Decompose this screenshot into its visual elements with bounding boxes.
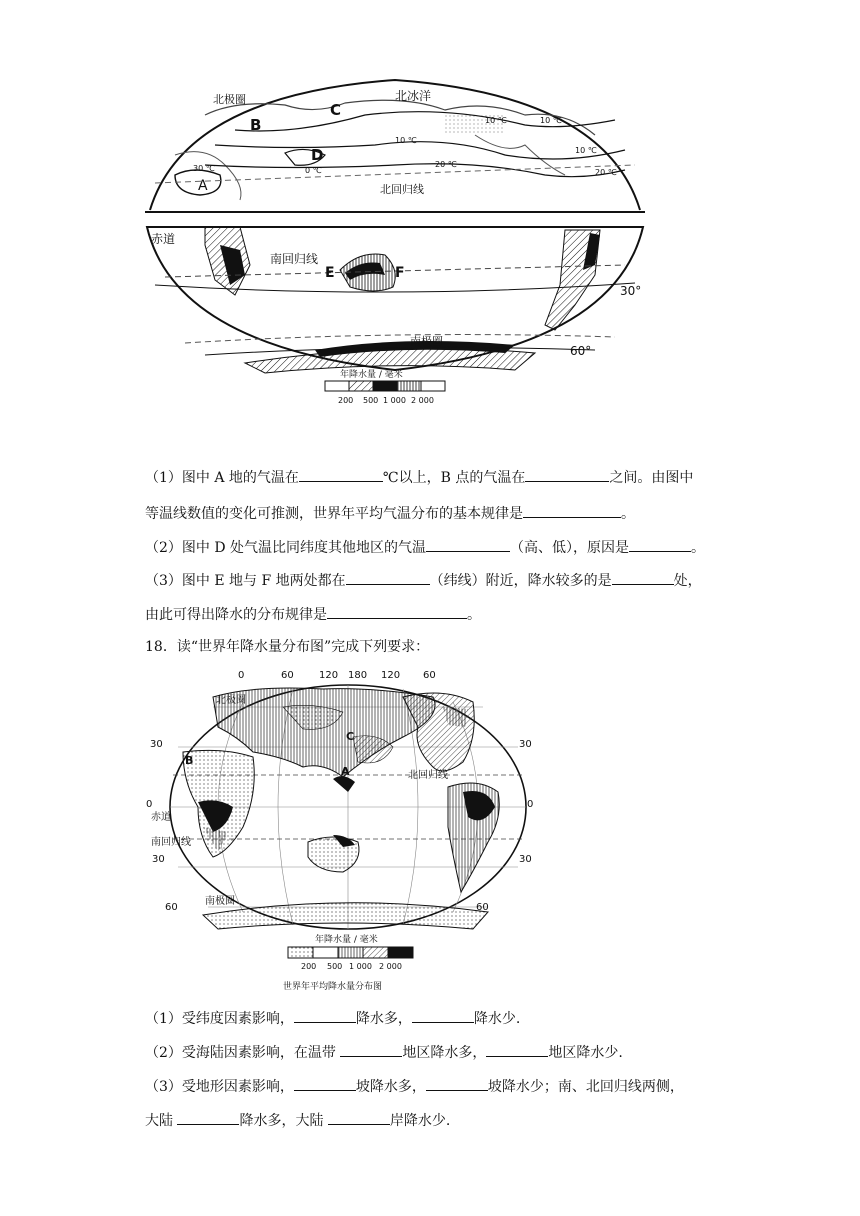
lon-tick-120w: 120 <box>381 670 401 681</box>
point-f-label: F <box>395 265 405 281</box>
q18-part3-line1 <box>145 1076 684 1097</box>
q17-p2-text-b: （高、低），原因是 <box>510 540 630 556</box>
q18-p2-text-c: 地区降水少. <box>548 1045 623 1061</box>
q17-p1-text-e: 。 <box>621 506 635 522</box>
arctic-ocean-label: 北冰洋 <box>395 89 432 103</box>
legend2-tick-500: 500 <box>327 962 343 971</box>
antarctic-circle-label: 南极圈 <box>410 335 443 348</box>
lon-tick-120: 120 <box>319 670 339 681</box>
isotherm-10-label-b: 10 ℃ <box>540 116 562 125</box>
arctic-circle-label: 北极圈 <box>213 93 246 106</box>
q17-part3-line1 <box>145 570 702 591</box>
lat-left-60s: 60 <box>165 902 178 913</box>
point-b-label-2: B <box>185 754 194 767</box>
q17-blank-3[interactable] <box>523 503 621 518</box>
precip-legend-title: 年降水量 / 毫米 <box>340 370 403 380</box>
q18-p3-text-c: 坡降水少；南、北回归线两侧， <box>487 1079 684 1095</box>
q18-blank-2[interactable] <box>412 1008 474 1023</box>
q17-p3-text-b: （纬线）附近，降水较多的是 <box>429 573 612 589</box>
precip-map-caption: 世界年平均降水量分布图 <box>283 982 383 992</box>
tropic-capricorn-label-2: 南回归线 <box>151 837 191 848</box>
tropic-cancer-label: 北回归线 <box>380 183 424 196</box>
lon-tick-60w: 60 <box>423 670 436 681</box>
q17-blank-7[interactable] <box>612 570 674 585</box>
lon-tick-0: 0 <box>238 670 245 681</box>
tropic-cancer-label-2: 北回归线 <box>408 770 448 781</box>
q17-part3-line2 <box>145 604 481 625</box>
lat-right-30s: 30 <box>519 854 532 865</box>
isotherm-10-label-c: 10 ℃ <box>395 136 417 145</box>
q18-p2-text-a: （2）受海陆因素影响，在温带 <box>145 1045 341 1061</box>
lat-left-30s: 30 <box>152 854 165 865</box>
q18-p3-text-a: （3）受地形因素影响， <box>145 1079 294 1095</box>
legend-tick-1000: 1 000 <box>383 396 406 405</box>
precip-legend-title-2: 年降水量 / 毫米 <box>315 935 378 945</box>
q17-part2 <box>145 537 705 558</box>
legend-tick-2000: 2 000 <box>411 396 434 405</box>
q18-blank-1[interactable] <box>294 1008 356 1023</box>
q18-part2 <box>145 1042 623 1063</box>
point-e-label: E <box>325 265 335 281</box>
world-precip-map <box>143 667 543 997</box>
q18-blank-5[interactable] <box>294 1076 356 1091</box>
q18-p3-text-e: 降水多，大陆 <box>239 1113 328 1129</box>
q18-blank-7[interactable] <box>177 1110 239 1125</box>
point-b-label: B <box>250 116 262 134</box>
q17-part1-line1 <box>145 467 693 488</box>
q18-p3-text-f: 岸降水少. <box>389 1113 451 1129</box>
lat-left-30n: 30 <box>150 739 163 750</box>
point-d-label: D <box>311 146 324 164</box>
isotherm-0-label: 0 ℃ <box>305 166 322 175</box>
q17-p1-text-d: 等温线数值的变化可推测，世界年平均气温分布的基本规律是 <box>145 506 523 522</box>
q17-p1-text-c: 之间。由图中 <box>609 470 694 486</box>
q18-p1-text-c: 降水少. <box>473 1011 521 1027</box>
q17-p2-text-a: （2）图中 D 处气温比同纬度其他地区的气温 <box>145 540 427 556</box>
lat-60-label: 60° <box>570 344 592 358</box>
lat-left-0: 0 <box>146 799 153 810</box>
point-a-label-2: A <box>341 765 350 778</box>
q18-blank-6[interactable] <box>426 1076 488 1091</box>
lat-30-label: 30° <box>620 284 642 298</box>
q18-part3-line2 <box>145 1110 450 1131</box>
southern-precip-map <box>145 225 645 410</box>
q18-p3-text-d: 大陆 <box>145 1113 178 1129</box>
lon-tick-180: 180 <box>348 670 368 681</box>
q17-p3-text-a: （3）图中 E 地与 F 地两处都在 <box>145 573 346 589</box>
isotherm-30-label: 30 ℃ <box>193 164 215 173</box>
q17-blank-2[interactable] <box>525 467 609 482</box>
isotherm-10-label-a: 10 ℃ <box>485 116 507 125</box>
q18-blank-4[interactable] <box>486 1042 548 1057</box>
q17-p3-text-c: 处， <box>673 573 702 589</box>
point-a-label: A <box>198 178 208 194</box>
lat-right-60s: 60 <box>476 902 489 913</box>
q17-p1-text-b: ℃以上，B 点的气温在 <box>382 470 526 486</box>
legend2-tick-1000: 1 000 <box>349 962 372 971</box>
q18-blank-3[interactable] <box>340 1042 402 1057</box>
q17-p3-text-e: 。 <box>467 607 481 623</box>
lat-right-0: 0 <box>527 799 534 810</box>
antarctic-circle-label-2: 南极圈 <box>205 896 235 907</box>
lon-tick-60: 60 <box>281 670 294 681</box>
q18-p1-text-a: （1）受纬度因素影响， <box>145 1011 294 1027</box>
isotherm-map <box>145 75 645 215</box>
q17-part1-line2 <box>145 503 635 524</box>
arctic-circle-label-2: 北极圈 <box>216 695 246 706</box>
q18-p3-text-b: 坡降水多， <box>355 1079 426 1095</box>
q18-p2-text-b: 地区降水多， <box>402 1045 487 1061</box>
point-c-label-2: C <box>346 730 355 743</box>
point-c-label: C <box>330 101 342 119</box>
q17-blank-5[interactable] <box>629 537 691 552</box>
q17-p2-text-c: 。 <box>691 540 706 556</box>
tropic-capricorn-label: 南回归线 <box>270 252 319 266</box>
legend2-tick-2000: 2 000 <box>379 962 402 971</box>
q17-p1-text-a: （1）图中 A 地的气温在 <box>145 470 299 486</box>
isotherm-20-label-b: 20 ℃ <box>595 168 617 177</box>
q18-part1 <box>145 1008 520 1029</box>
lat-right-30n: 30 <box>519 739 532 750</box>
q17-blank-4[interactable] <box>426 537 510 552</box>
q17-blank-8[interactable] <box>327 604 467 619</box>
legend2-tick-200: 200 <box>301 962 317 971</box>
q18-blank-8[interactable] <box>328 1110 390 1125</box>
legend-tick-500: 500 <box>363 396 379 405</box>
equator-label: 赤道 <box>151 232 176 246</box>
isotherm-10-label-d: 10 ℃ <box>575 146 597 155</box>
q18-title: 18．读“世界年降水量分布图”完成下列要求： <box>145 639 430 655</box>
q17-blank-1[interactable] <box>299 467 383 482</box>
q18-p1-text-b: 降水多， <box>355 1011 412 1027</box>
isotherm-20-label-a: 20 ℃ <box>435 160 457 169</box>
legend-tick-200: 200 <box>338 396 354 405</box>
q17-blank-6[interactable] <box>346 570 430 585</box>
equator-label-2: 赤道 <box>151 812 171 823</box>
q17-p3-text-d: 由此可得出降水的分布规律是 <box>145 607 327 623</box>
